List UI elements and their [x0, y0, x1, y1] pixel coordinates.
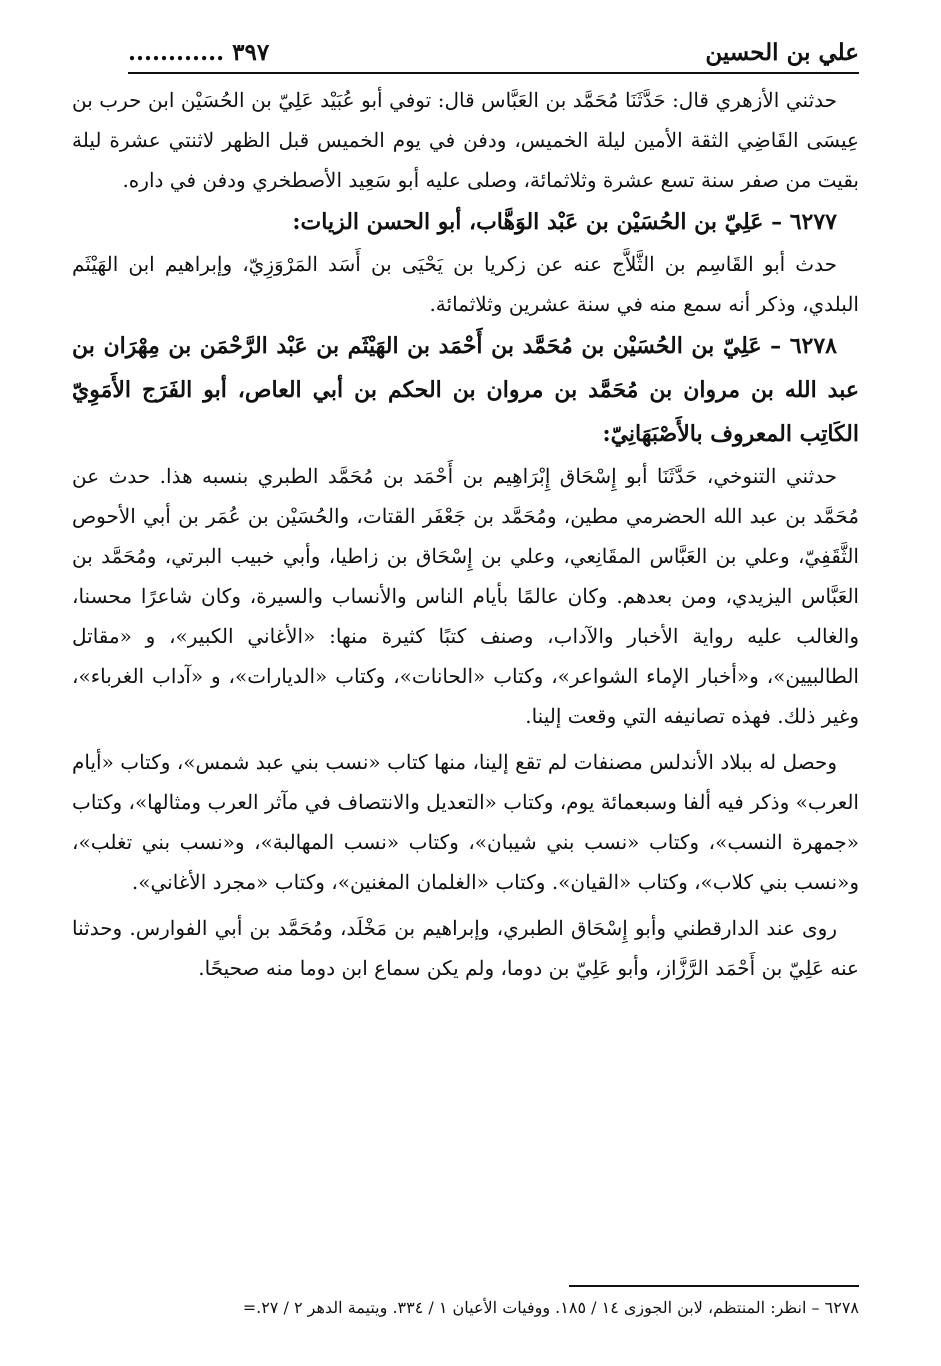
entry-heading-6278: ٦٢٧٨ – عَلِيّ بن الحُسَيْن بن مُحَمَّد بن أَحْمَد بن الهَيْثَم بن عَبْد الرَّحْمَن بن مِهْرَان بن عبد الله بن مروان بن مُحَمَّد بن مروان بن الحكم بن أبي العاص، أبو الفَرَج الأَمَوِيّ الكَاتِب المعروف بالأَصْبَهَانِيّ: [72, 333, 859, 447]
page-header [128, 34, 859, 70]
page-number: ٣٩٧ ............ [128, 38, 270, 66]
footnote-separator [569, 1285, 859, 1287]
paragraph-6277: حدث أبو القَاسِم بن الثَّلاَّج عنه عن زكريا بن يَحْيَى بن أَسَد المَرْوَزِيّ، وإبراهيم ابن الهَيْثَم البلدي، وذكر أنه سمع منه في سنة عشرين وثلاثمائة. [72, 252, 859, 316]
paragraph-6278-biography: حدثني التنوخي، حَدَّثَنَا أبو إِسْحَاق إِبْرَاهِيم بن أَحْمَد بن مُحَمَّد الطبري بنسبه هذا. حدث عن مُحَمَّد بن عبد الله الحضرمي مطين، ومُحَمَّد بن جَعْفَر القتات، والحُسَيْن بن عُمَر بن أبي الأحوص الثَّقَفِيّ، وعلي بن العَبَّاس المقَانِعي، وعلي بن إِسْحَاق بن زاطيا، وأبي خبيب البرتي، ومُحَمَّد بن العَبَّاس اليزيدي، ومن بعدهم. وكان عالمًا بأيام الناس والأنساب والسيرة، وكان شاعرًا محسنا، والغالب عليه رواية الأخبار والآداب، وصنف كتبًا كثيرة منها: «الأغاني الكبير»، و «مقاتل الطالبيين»، و«أخبار الإماء الشواعر»، وكتاب «الحانات»، وكتاب «الديارات»، و «آداب الغرباء»، وغير ذلك. فهذه تصانيفه التي وقعت إلينا. [72, 464, 859, 728]
paragraph-death-of-abu-ubayd: حدثني الأزهري قال: حَدَّثَنَا مُحَمَّد بن العَبَّاس قال: توفي أبو عُبَيْد عَلِيّ بن الحُسَيْن ابن حرب بن عِيسَى القَاضِي الثقة الأمين ليلة الخميس، ودفن في يوم الخميس قبل الظهر لاثنتي عشرة ليلة بقيت من صفر سنة تسع عشرة وثلاثمائة، وصلى عليه أبو سَعِيد الأصطخري ودفن في داره. [72, 88, 859, 192]
running-title: علي بن الحسين [705, 38, 859, 66]
footnote: ٦٢٧٨ – انظر: المنتظم، لابن الجوزى ١٤ / ١٨٥. ووفيات الأعيان ١ / ٣٣٤. ويتيمة الدهر ٢ / ٢٧.= [242, 1298, 859, 1317]
header-rule [128, 72, 859, 74]
paragraph-6278-andalus-works: وحصل له ببلاد الأندلس مصنفات لم تقع إلينا، منها كتاب «نسب بني عبد شمس»، وكتاب «أيام العرب» وذكر فيه ألفا وسبعمائة يوم، وكتاب «التعديل والانتصاف في مآثر العرب ومثالها»، وكتاب «جمهرة النسب»، وكتاب «نسب بني شيبان»، وكتاب «نسب المهالبة»، و«نسب بني تغلب»، و«نسب بني كلاب»، وكتاب «القيان». وكتاب «الغلمان المغنين»، وكتاب «مجرد الأغاني». [72, 750, 859, 894]
entry-heading-6277: ٦٢٧٧ – عَلِيّ بن الحُسَيْن بن عَبْد الوَهَّاب، أبو الحسن الزيات: [292, 209, 837, 235]
main-text [72, 80, 859, 988]
paragraph-6278-narrators: روى عند الدارقطني وأبو إِسْحَاق الطبري، وإبراهيم بن مَخْلَد، ومُحَمَّد بن أبي الفوارس. وحدثنا عنه عَلِيّ بن أَحْمَد الرَّزَّاز، وأبو عَلِيّ بن دوما، ولم يكن سماع ابن دوما منه صحيحًا. [72, 916, 859, 980]
